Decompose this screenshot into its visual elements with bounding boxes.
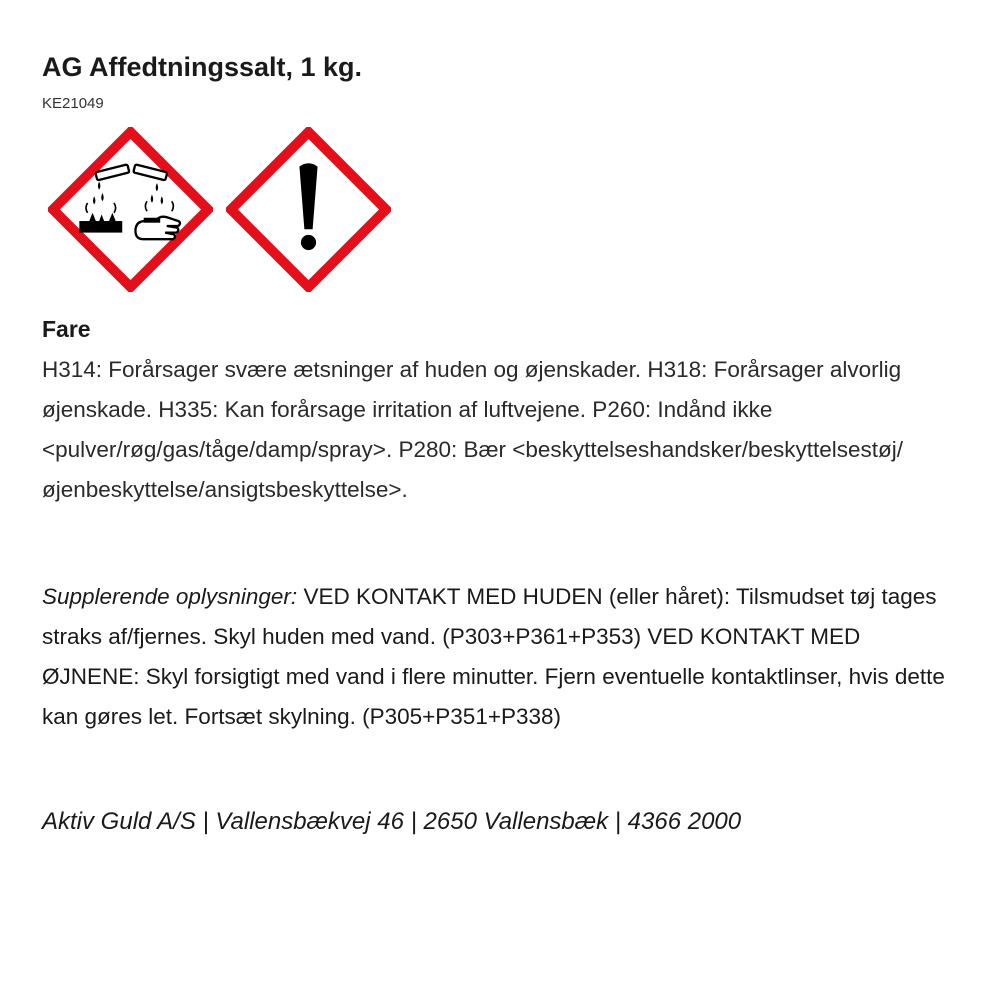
exclamation-mark-icon [226,127,391,292]
supplementary-text: VED KONTAKT MED HUDEN (eller håret): Tilsmudset tøj tages straks af/fjernes. Skyl huden med vand. (P303+P361+P353) VED KONTAKT MED ØJNENE: Skyl forsigtigt med vand i flere minutter. Fjern eventuelle kontaktlinser, hvis dette kan gøres let. Fortsæt skylning. (P305+P351+P338) [42,584,945,729]
product-title: AG Affedtningssalt, 1 kg. [42,52,363,82]
supplementary-lead: Supplerende oplysninger: [42,584,298,609]
product-code: KE21049 [42,95,104,112]
corrosion-icon [48,127,213,292]
supplementary-information [42,577,962,737]
hazard-pictograms [48,127,408,292]
company-info: Aktiv Guld A/S | Vallensbækvej 46 | 2650 Vallensbæk | 4366 2000 [42,808,742,835]
signal-word: Fare [42,316,91,342]
hazard-statements: H314: Forårsager svære ætsninger af huden og øjenskader. H318: Forårsager alvorlig øjenskade. H335: Kan forårsage irritation af luftvejene. P260: Indånd ikke <pulver/røg/gas/tåge/damp/spray>. P280: Bær <beskyttelseshandsker/beskyttelsestøj/ øjenbeskyttelse/ansigtsbeskyttelse>. [42,357,904,502]
